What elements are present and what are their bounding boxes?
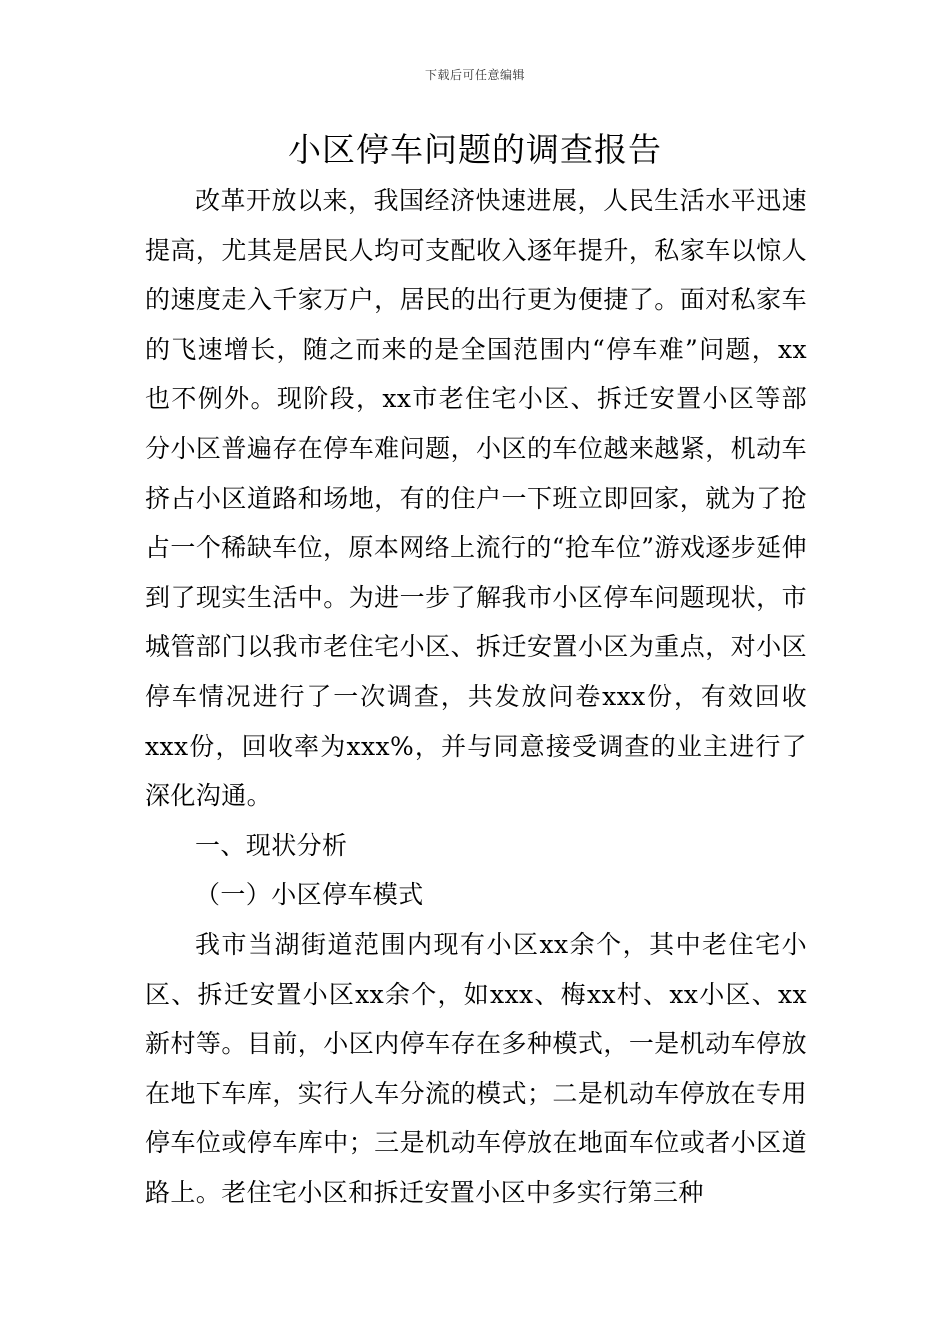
header-note: 下载后可任意编辑 xyxy=(424,68,525,82)
paragraph-parking-modes: 我市当湖街道范围内现有小区xx余个，其中老住宅小区、拆迁安置小区xx余个，如xxx、梅xx村、xx小区、xx新村等。目前，小区内停车存在多种模式，一是机动车停放在地下车库，实行人车分流的模式；二是机动车停放在专用停车位或停车库中；三是机动车停放在地面车位或者小区道路上。老住宅小区和拆迁安置小区中多实行第三种 xyxy=(145,929,807,1207)
paragraph-intro: 改革开放以来，我国经济快速进展，人民生活水平迅速提高，尤其是居民人均可支配收入逐年提升，私家车以惊人的速度走入千家万户，居民的出行更为便捷了。面对私家车的飞速增长，随之而来的是全国范围内“停车难”问题，xx也不例外。现阶段，xx市老住宅小区、拆迁安置小区等部分小区普遍存在停车难问题，小区的车位越来越紧，机动车挤占小区道路和场地，有的住户一下班立即回家，就为了抢占一个稀缺车位，原本网络上流行的“抢车位”游戏逐步延伸到了现实生活中。为进一步了解我市小区停车问题现状，市城管部门以我市老住宅小区、拆迁安置小区为重点，对小区停车情况进行了一次调查，共发放问卷xxx份，有效回收xxx份，回收率为xxx%，并与同意接受调查的业主进行了深化沟通。 xyxy=(145,186,807,811)
section-heading: 一、现状分析 xyxy=(195,830,348,860)
document-body xyxy=(145,176,807,1217)
subsection-heading: （一）小区停车模式 xyxy=(195,880,424,910)
document-title: 小区停车问题的调查报告 xyxy=(288,130,662,169)
